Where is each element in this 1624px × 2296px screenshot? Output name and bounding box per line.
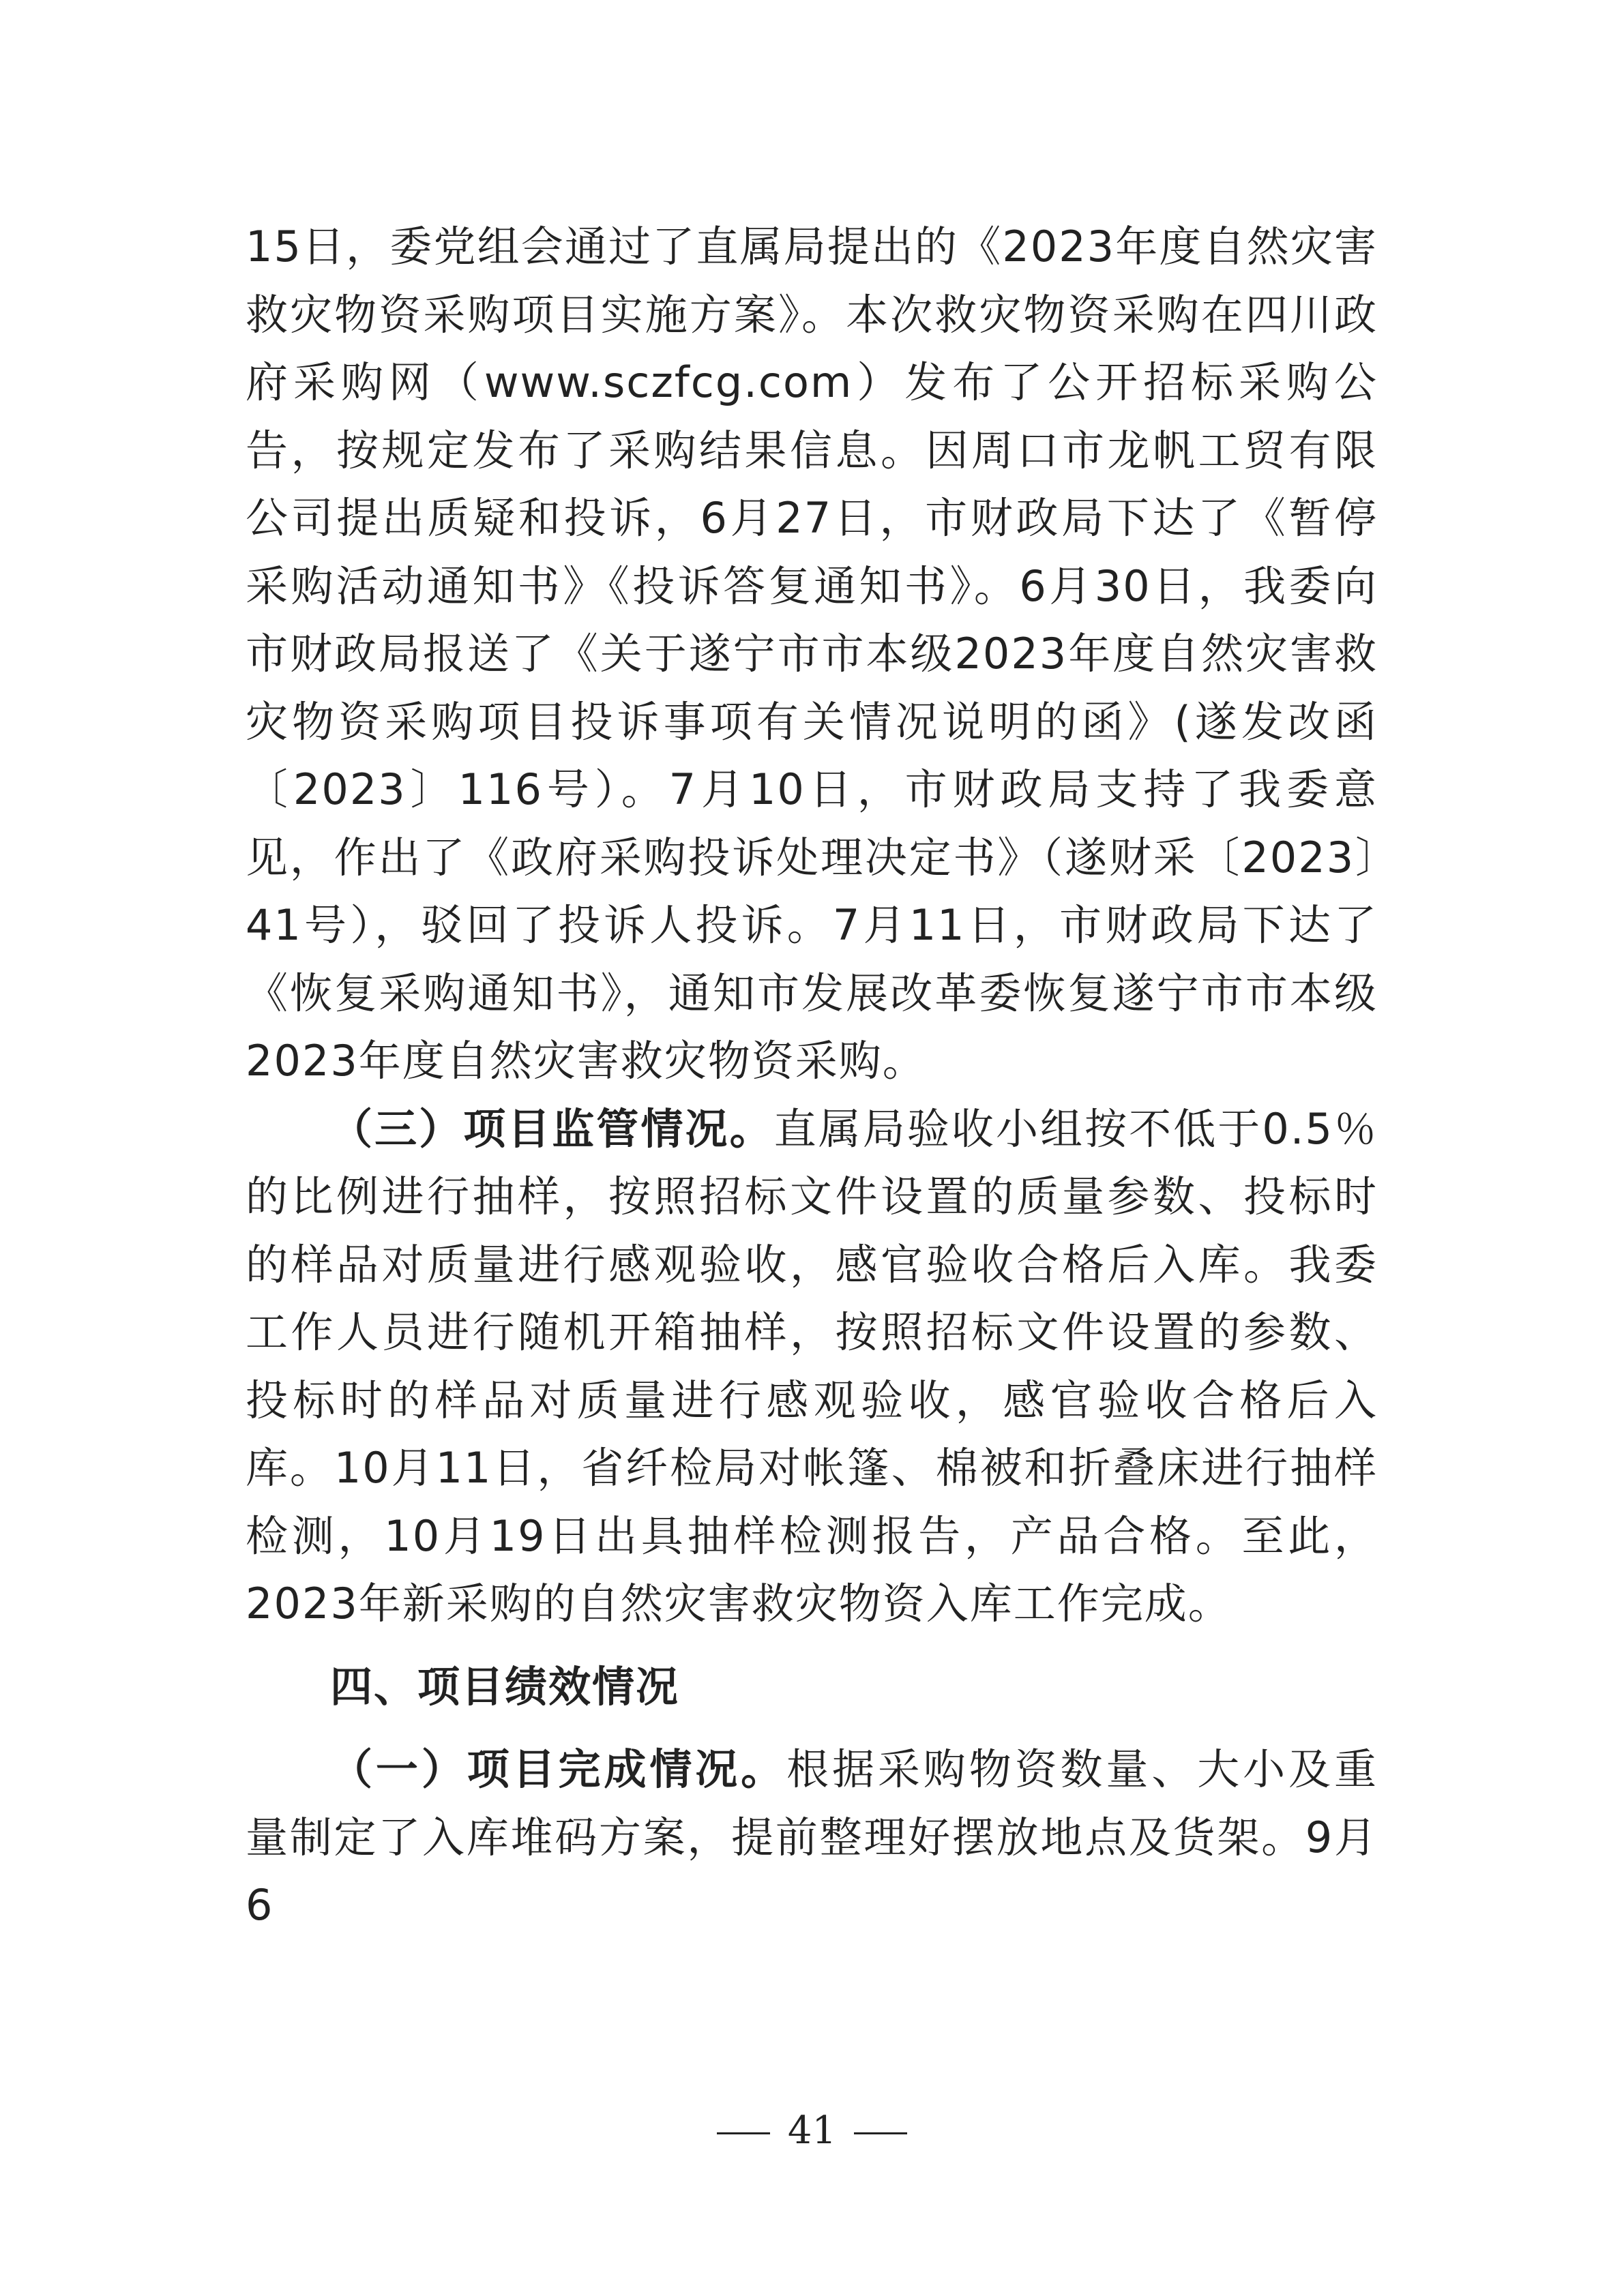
- paragraph-project-completion: [246, 1735, 1378, 1939]
- paragraph-body-completion: 根据采购物资数量、大小及重量制定了入库堆码方案，提前整理好摆放地点及货架。9月6: [246, 1744, 1378, 1930]
- footer-dash-left: [717, 2132, 770, 2134]
- paragraph-body-supervision: 直属局验收小组按不低于0.5％的比例进行抽样，按照招标文件设置的质量参数、投标时的样品对质量进行感观验收，感官验收合格后入库。我委工作人员进行随机开箱抽样，按照招标文件设置的参数、投标时的样品对质量进行感观验收，感官验收合格后入库。10月11日，省纤检局对帐篷、棉被和折叠床进行抽样检测，10月19日出具抽样检测报告，产品合格。至此，2023年新采购的自然灾害救灾物资入库工作完成。: [246, 1103, 1378, 1628]
- section-heading-performance: 四、项目绩效情况: [330, 1661, 680, 1712]
- paragraph-lead-supervision: （三）项目监管情况。: [330, 1103, 774, 1154]
- page-footer: [0, 2107, 1624, 2155]
- paragraph-procurement-process: 15日，委党组会通过了直属局提出的《2023年度自然灾害救灾物资采购项目实施方案》。本次救灾物资采购在四川政府采购网（www.sczfcg.com）发布了公开招标采购公告，按规定发布了采购结果信息。因周口市龙帆工贸有限公司提出质疑和投诉，6月27日，市财政局下达了《暂停采购活动通知书》《投诉答复通知书》。6月30日，我委向市财政局报送了《关于遂宁市市本级2023年度自然灾害救灾物资采购项目投诉事项有关情况说明的函》(遂发改函〔2023〕116号）。7月10日，市财政局支持了我委意见，作出了《政府采购投诉处理决定书》（遂财采〔2023〕41号），驳回了投诉人投诉。7月11日，市财政局下达了《恢复采购通知书》，通知市发展改革委恢复遂宁市市本级2023年度自然灾害救灾物资采购。: [246, 222, 1378, 1086]
- paragraph-project-supervision: [246, 1095, 1378, 1638]
- document-body: [246, 213, 1378, 1939]
- paragraph-lead-completion: （一）项目完成情况。: [330, 1744, 787, 1794]
- page-number: 41: [787, 2108, 837, 2153]
- footer-dash-right: [854, 2132, 907, 2134]
